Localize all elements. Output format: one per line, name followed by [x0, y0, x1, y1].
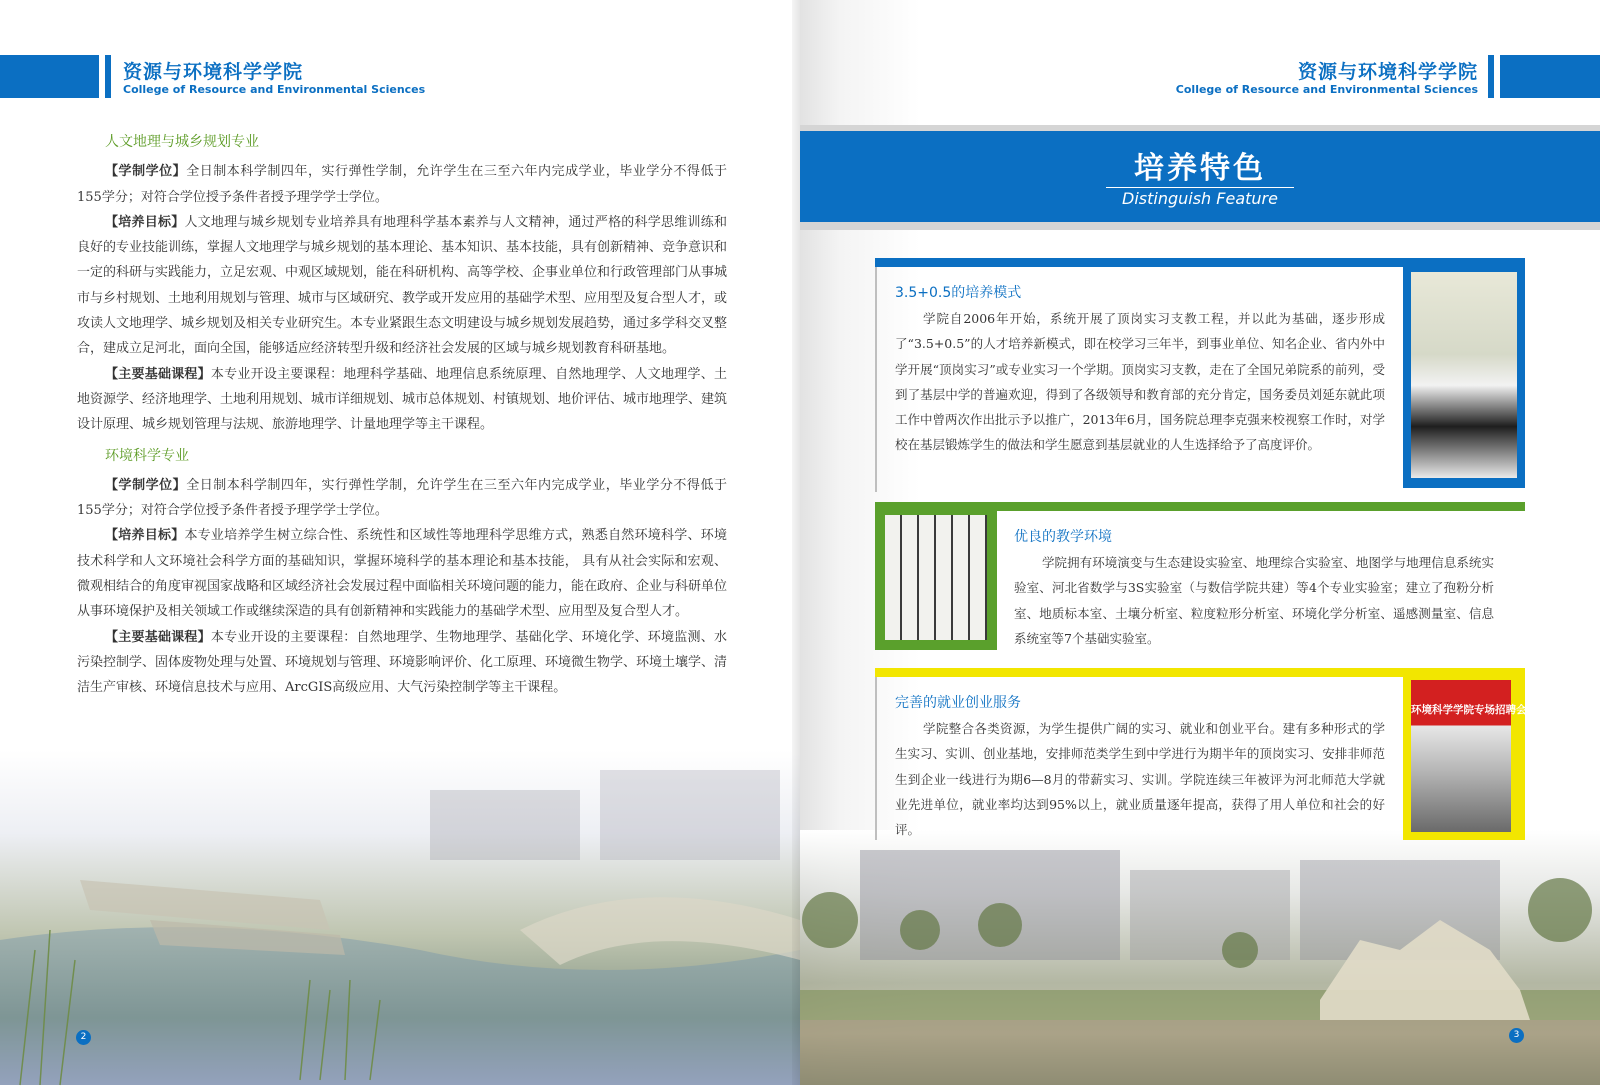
paragraph-label: 【主要基础课程】 — [105, 366, 211, 382]
header-accent — [1488, 55, 1494, 98]
feature-card — [875, 668, 1525, 840]
card-side-rule — [875, 267, 877, 492]
paragraph — [77, 625, 727, 701]
feature-title: 完善的就业创业服务 — [895, 695, 1021, 711]
banner-subtitle: Distinguish Feature — [1122, 189, 1278, 208]
paragraph-text: 人文地理与城乡规划专业培养具有地理科学基本素养与人文精神，通过严格的科学思维训练和良好的专业技能训练，掌握人文地理学与城乡规划的基本理论、基本知识、基本技能，具有创新精神、竞争意识和一定的科研与实践能力，立足宏观、中观区域规划，能在科研机构、高等学校、企事业单位和行政管理部门从事城市与乡村规划、土地利用规划与管理、城市与区域研究、教学或开发应用的基础学术型、应用型及复合型人才，或攻读人文地理学、城乡规划及相关专业研究生。本专业紧跟生态文明建设与城乡规划发展趋势，通过多学科交叉整合，建成立足河北，面向全国，能够适应经济转型升级和经济社会发展的区域与城乡规划教育科研基地。 — [77, 214, 728, 357]
section-title: 环境科学专业 — [105, 447, 189, 464]
feature-title: 3.5+0.5的培养模式 — [895, 285, 1022, 301]
feature-card — [875, 258, 1525, 488]
feature-text: 学院自2006年开始，系统开展了顶岗实习支教工程，并以此为基础，逐步形成了“3.5+0.5”的人才培养新模式，即在校学习三年半，到事业单位、知名企业、省内外中学开展“顶岗实习”或专业实习一个学期。顶岗实习支教，走在了全国兄弟院系的前列，受到了基层中学的普遍欢迎，得到了各级领导和教育部的充分肯定，国务委员刘延东就此项工作中曾两次作出批示予以推广，2013年6月，国务院总理李克强来校视察工作时，对学校在基层锻炼学生的做法和学生愿意到基层就业的人生选择给予了高度评价。 — [895, 311, 1385, 453]
feature-title: 优良的教学环境 — [1014, 529, 1112, 545]
paragraph-text: 全日制本科学制四年，实行弹性学制，允许学生在三至六年内完成学业，毕业学分不得低于155学分；对符合学位授予条件者授予理学学士学位。 — [77, 164, 727, 205]
lab-specimen-photo — [875, 502, 997, 650]
section-title: 人文地理与城乡规划专业 — [105, 134, 259, 150]
header-bar-right — [1500, 55, 1600, 98]
feature-text: 学院整合各类资源，为学生提供广阔的实习、就业和创业平台。建有多种形式的学生实习、实训、创业基地，安排师范类学生到中学进行为期半年的顶岗实习、安排非师范生到企业一线进行为期6—8月的带薪实习、实训。学院连续三年被评为河北师范大学就业先进单位，就业率均达到95%以上，就业质量逐年提高，获得了用人单位和社会的好评。 — [895, 721, 1385, 838]
card-side-rule — [875, 677, 877, 840]
paragraph-label: 【培养目标】 — [105, 528, 185, 544]
campus-landscape-image — [800, 830, 1600, 1085]
paragraph-text: 本专业开设主要课程：地理科学基础、地理信息系统原理、自然地理学、人文地理学、土地资源学、经济地理学、土地利用规划、城市详细规划、城市总体规划、村镇规划、地价评估、城市地理学、建筑设计原理、城乡规划管理与法规、旅游地理学、计量地理学等主干课程。 — [77, 366, 728, 433]
page-number: 2 — [76, 1030, 91, 1045]
job-fair-photo — [1403, 668, 1525, 840]
header-bar-left — [0, 55, 99, 98]
banner-divider — [1106, 187, 1294, 188]
paragraph-text: 全日制本科学制四年，实行弹性学制，允许学生在三至六年内完成学业，毕业学分不得低于155学分；对符合学位授予条件者授予理学学士学位。 — [77, 477, 727, 519]
college-name-cn: 资源与环境科学学院 — [123, 61, 304, 83]
paragraph-label: 【学制学位】 — [105, 164, 187, 180]
paragraph-label: 【学制学位】 — [105, 477, 187, 493]
college-name-en: College of Resource and Environmental Sciences — [1175, 83, 1478, 96]
majors-description — [77, 128, 727, 701]
right-page — [800, 0, 1600, 1085]
classroom-photo — [1403, 264, 1525, 488]
job-fair-banner-text: 环境科学学院专场招聘会 — [1411, 704, 1527, 716]
paragraph — [77, 473, 727, 524]
paragraph-label: 【主要基础课程】 — [105, 629, 211, 645]
banner-title: 培养特色 — [1134, 151, 1266, 186]
paragraph — [77, 523, 727, 624]
left-page — [0, 0, 800, 1085]
paragraph — [77, 210, 727, 362]
paragraph-label: 【培养目标】 — [105, 214, 185, 230]
feature-card — [875, 502, 1525, 650]
campus-illustration — [800, 830, 1600, 1085]
paragraph — [77, 362, 727, 438]
paragraph-text: 本专业培养学生树立综合性、系统性和区域性等地理科学思维方式，熟悉自然环境科学、环境技术科学和人文环境社会科学方面的基础知识，掌握环境科学的基本理论和基本技能， 具有从社会实际和宏观、微观相结合的角度审视国家战略和区域经济社会发展过程中面临相关环境问题的能力，能在政府、企业与科研单位从事环境保护及相关领域工作或继续深造的具有创新精神和实践能力的基础学术型、应用型及复合型人才。 — [77, 528, 728, 620]
paragraph — [77, 159, 727, 210]
wetland-landscape-image — [0, 750, 800, 1085]
header-accent — [105, 55, 111, 98]
banner-bottom-stripe — [800, 222, 1600, 230]
college-name-cn: 资源与环境科学学院 — [1297, 61, 1478, 83]
college-name-en: College of Resource and Environmental Sciences — [123, 83, 426, 96]
feature-text: 学院拥有环境演变与生态建设实验室、地理综合实验室、地图学与地理信息系统实验室、河北省数学与3S实验室（与数信学院共建）等4个专业实验室；建立了孢粉分析室、地质标本室、土壤分析室、粒度粒形分析室、环境化学分析室、遥感测量室、信息系统室等7个基础实验室。 — [1014, 555, 1494, 646]
page-number: 3 — [1509, 1028, 1524, 1043]
wetland-illustration — [0, 750, 800, 1085]
paragraph-text: 本专业开设的主要课程：自然地理学、生物地理学、基础化学、环境化学、环境监测、水污染控制学、固体废物处理与处置、环境规划与管理、环境影响评价、化工原理、环境微生物学、环境土壤学、清洁生产审核、环境信息技术与应用、ArcGIS高级应用、大气污染控制学等主干课程。 — [77, 629, 728, 696]
